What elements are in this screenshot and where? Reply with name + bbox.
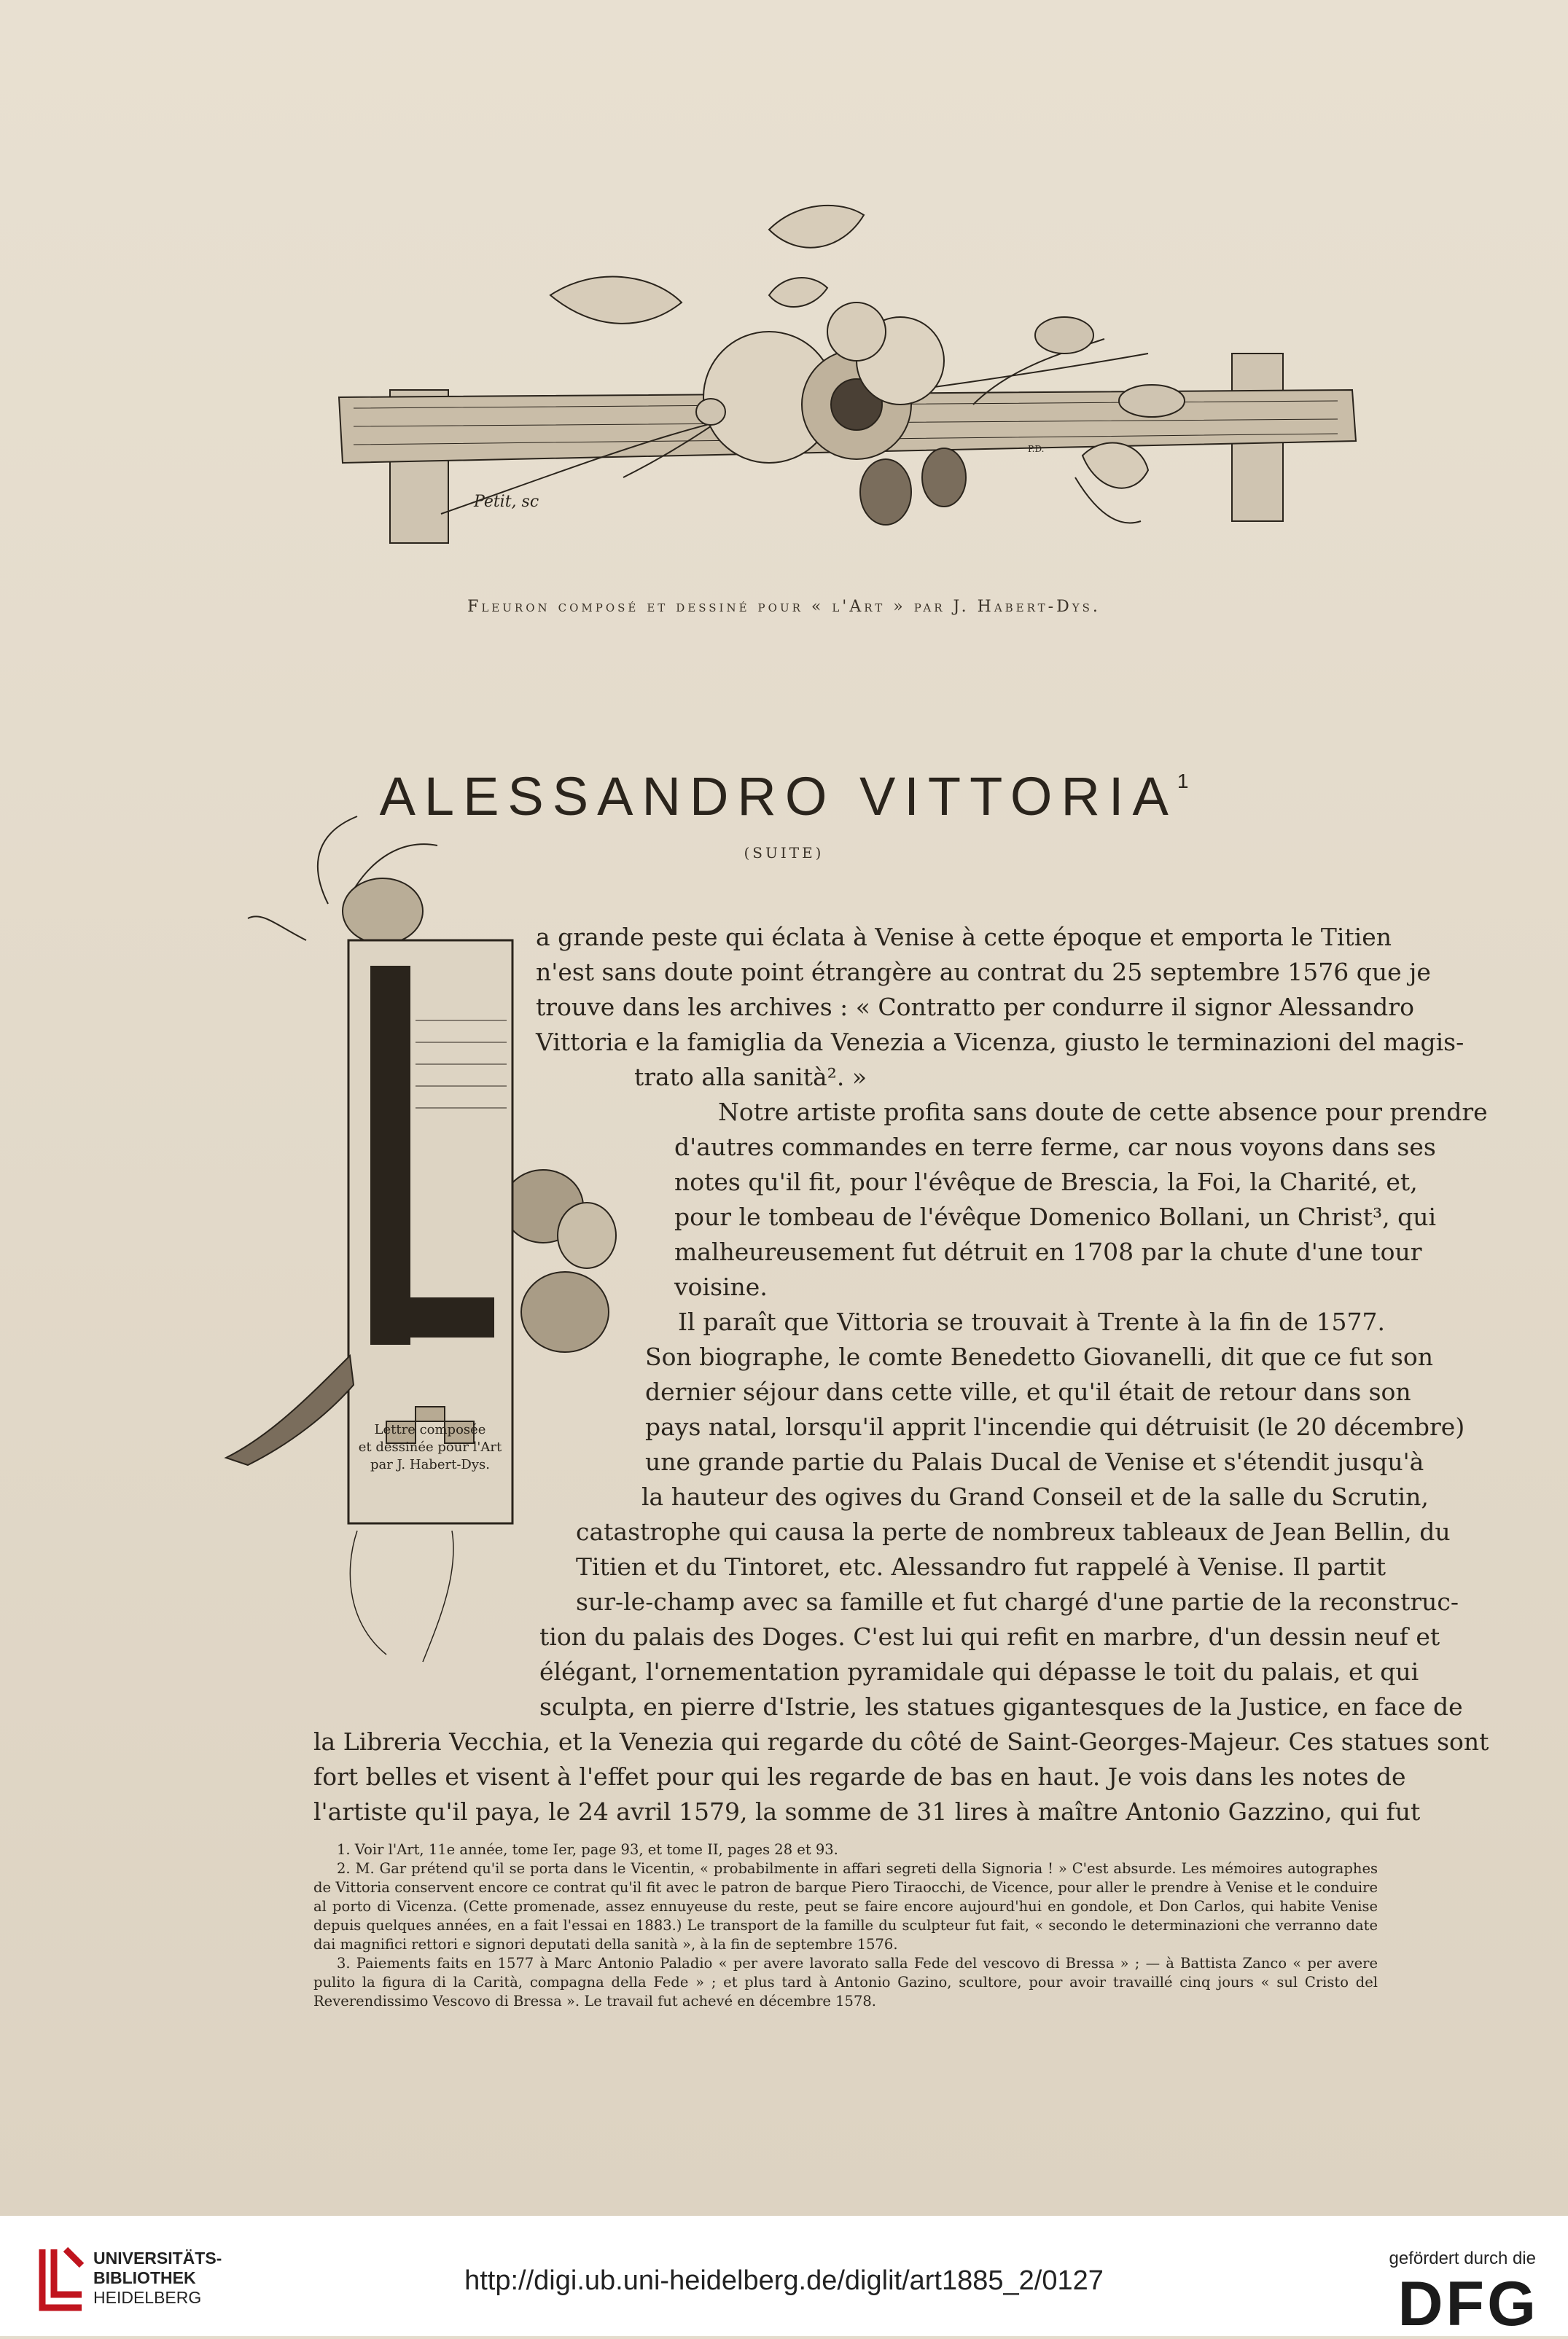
body-line: n'est sans doute point étrangère au contrat du 25 septembre 1576 que je <box>536 958 1431 986</box>
body-line: élégant, l'ornementation pyramidale qui dépasse le toit du palais, et qui <box>539 1657 1419 1686</box>
library-name-line: HEIDELBERG <box>93 2288 202 2307</box>
drop-cap-caption-line: par J. Habert-Dys. <box>370 1457 490 1472</box>
body-line: Titien et du Tintoret, etc. Alessandro fut rappelé à Venise. Il partit <box>576 1553 1386 1581</box>
body-line: voisine. <box>674 1273 768 1301</box>
body-line: Son biographe, le comte Benedetto Giovanelli, dit que ce fut son <box>645 1343 1433 1371</box>
body-line: trouve dans les archives : « Contratto per condurre il signor Alessandro <box>536 993 1414 1021</box>
library-name-line: UNIVERSITÄTS- <box>93 2249 222 2268</box>
body-line: dernier séjour dans cette ville, et qu'il était de retour dans son <box>645 1378 1411 1406</box>
body-line: pour le tombeau de l'évêque Domenico Bollani, un Christ³, qui <box>674 1203 1437 1231</box>
dfg-logo: DFG <box>1397 2269 1539 2339</box>
title-footnote-marker: 1 <box>1177 769 1189 792</box>
body-line: l'artiste qu'il paya, le 24 avril 1579, la somme de 31 lires à maître Antonio Gazzino, qui fut <box>313 1797 1421 1826</box>
library-name-line: BIBLIOTHEK <box>93 2268 196 2287</box>
body-line: sur-le-champ avec sa famille et fut chargé d'une partie de la reconstruc- <box>576 1588 1459 1616</box>
fleuron-caption: Fleuron composé et dessiné pour « l'Art » par J. Habert-Dys. <box>467 598 1101 616</box>
footnote: 3. Paiements faits en 1577 à Marc Antonio Paladio « per avere lavorato salla Fede del vescovo di Bressa » ; — à Battista Zanco « per avere pulito la figura di la Carità, compagna della Fede » ; et plus tard à Antonio Gazino, scultore, pour avoir travaillé cinq jours « sul Cristo del Reverendissimo Vescovo di Bressa ». Le travail fut achevé en décembre 1578. <box>313 1955 1378 2010</box>
body-line: notes qu'il fit, pour l'évêque de Brescia, la Foi, la Charité, et, <box>674 1168 1418 1196</box>
body-line: la Libreria Vecchia, et la Venezia qui regarde du côté de Saint-Georges-Majeur. Ces statues sont <box>313 1727 1489 1756</box>
designer-monogram: P.D. <box>1028 444 1045 454</box>
body-line: trato alla sanità². » <box>634 1063 867 1091</box>
body-line: tion du palais des Doges. C'est lui qui refit en marbre, d'un dessin neuf et <box>539 1623 1440 1651</box>
body-line: Vittoria e la famiglia da Venezia a Vicenza, giusto le terminazioni del magis- <box>536 1028 1464 1056</box>
body-line: malheureusement fut détruit en 1708 par la chute d'une tour <box>674 1238 1422 1266</box>
dfg-funding-label: gefördert durch die <box>1389 2249 1536 2268</box>
body-line: Notre artiste profita sans doute de cette absence pour prendre <box>718 1098 1488 1126</box>
body-line: la hauteur des ogives du Grand Conseil et de la salle du Scrutin, <box>641 1483 1429 1511</box>
footnote: 2. M. Gar prétend qu'il se porta dans le Vicentin, « probabilmente in affari segreti della Signoria ! » C'est absurde. Les mémoires autographes de Vittoria conservent encore ce contrat qu'il fit avec le patron de barque Piero Tiraocchi, de Vicence, pour aller le prendre à Venise et le conduire al porto di Vicenza. (Cette promenade, assez ennuyeuse du reste, peut se faire encore aujourd'hui en gondole, et Don Carlos, qui habite Venise depuis quelques années, en a fait l'essai en 1883.) Le transport de la famille du sculpteur fut fait, « secondo le determinazioni che verranno date dai magnifici rettori e signori deputati della sanità », à la fin de septembre 1576. <box>313 1860 1378 1953</box>
body-line: Il paraît que Vittoria se trouvait à Trente à la fin de 1577. <box>678 1308 1385 1336</box>
body-line: une grande partie du Palais Ducal de Venise et s'étendit jusqu'à <box>645 1448 1424 1476</box>
suite-label: (SUITE) <box>744 844 824 862</box>
body-line: a grande peste qui éclata à Venise à cette époque et emporta le Titien <box>536 923 1392 951</box>
footnotes <box>313 1840 1378 2011</box>
source-url-link[interactable]: http://digi.ub.uni-heidelberg.de/diglit/art1885_2/0127 <box>464 2265 1104 2296</box>
engraver-signature: Petit, sc <box>474 493 539 511</box>
drop-cap-caption-line: Lettre composée <box>374 1422 486 1437</box>
body-line: sculpta, en pierre d'Istrie, les statues gigantesques de la Justice, en face de <box>539 1692 1463 1721</box>
drop-cap-caption-line: et dessinée pour l'Art <box>358 1440 502 1455</box>
body-line: d'autres commandes en terre ferme, car nous voyons dans ses <box>674 1133 1436 1161</box>
body-line: pays natal, lorsqu'il apprit l'incendie qui détruisit (le 20 décembre) <box>645 1413 1465 1441</box>
footnote: 1. Voir l'Art, 11e année, tome Ier, page 93, et tome II, pages 28 et 93. <box>337 1841 838 1858</box>
body-line: fort belles et visent à l'effet pour qui les regarde de bas en haut. Je vois dans les notes de <box>313 1762 1406 1791</box>
article-title-text: ALESSANDRO VITTORIA <box>379 765 1177 827</box>
body-line: catastrophe qui causa la perte de nombreux tableaux de Jean Bellin, du <box>576 1518 1451 1546</box>
